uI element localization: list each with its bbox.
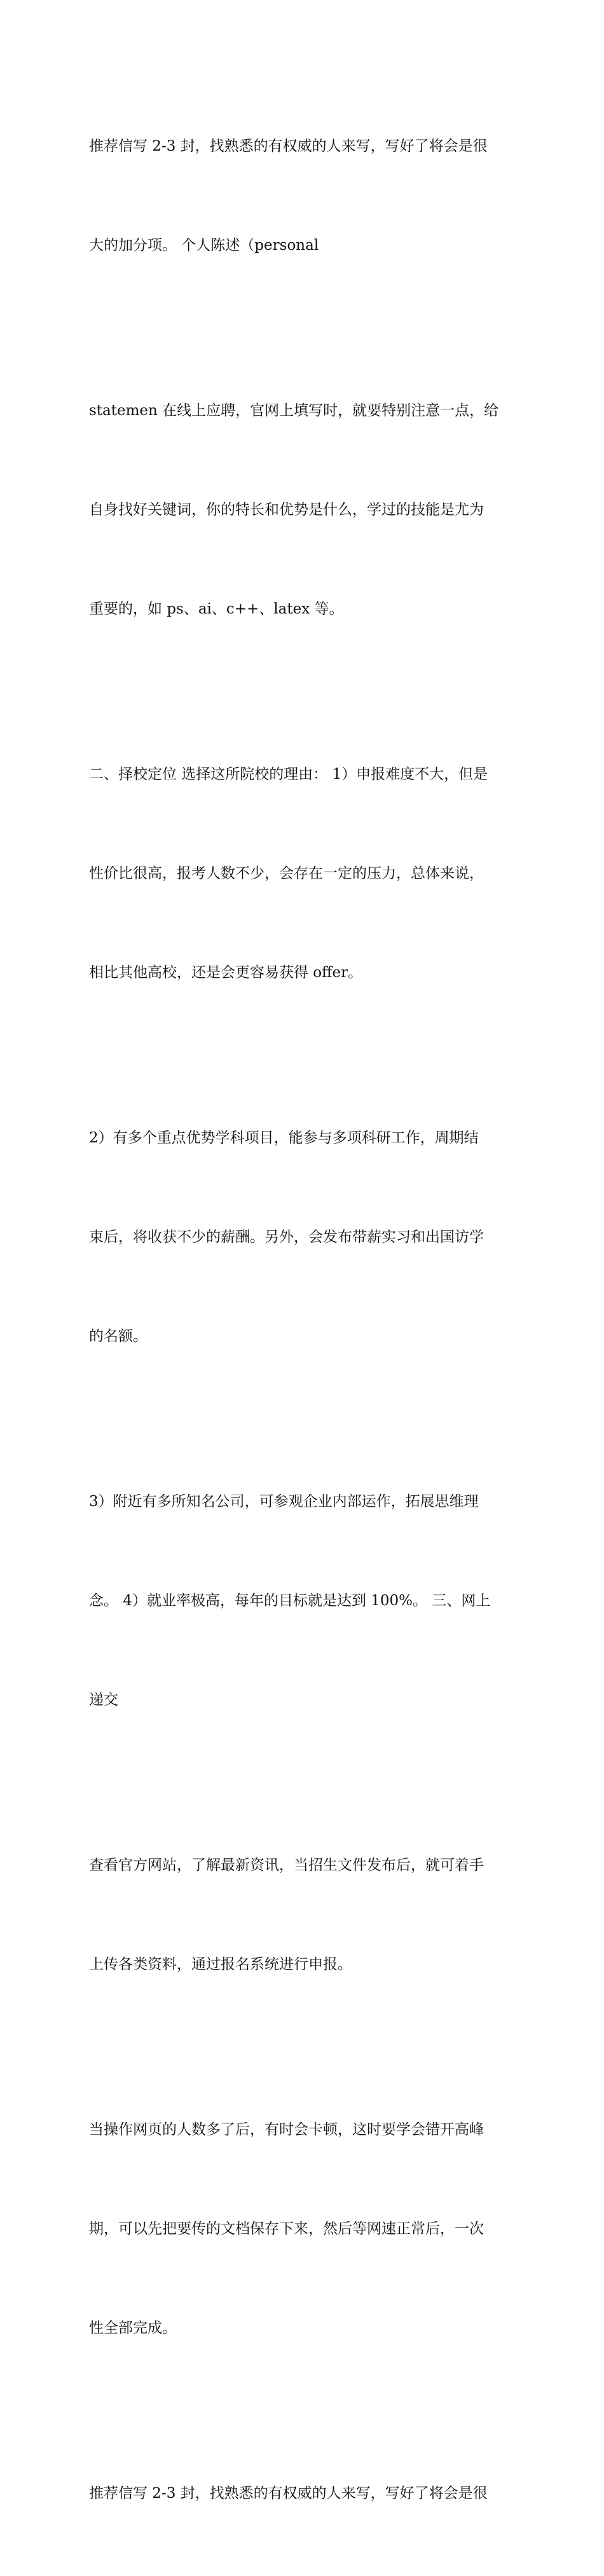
text-line: 递交 xyxy=(89,1692,118,1708)
text-line: 相比其他高校，还是会更容易获得 offer。 xyxy=(89,964,363,981)
text-line: 自身找好关键词，你的特长和优势是什么，学过的技能是尤为 xyxy=(89,502,484,518)
text-line: 性全部完成。 xyxy=(89,2320,177,2336)
paragraph-reason-2 xyxy=(89,1055,521,1419)
text-line: 2）有多个重点优势学科项目，能参与多项科研工作，周期结 xyxy=(89,1130,479,1146)
paragraph-personal-statement xyxy=(89,328,521,692)
text-line: 二、择校定位 选择这所院校的理由： 1）申报难度不大，但是 xyxy=(89,766,488,783)
text-line: 查看官方网站，了解最新资讯，当招生文件发布后，就可着手 xyxy=(89,1857,484,1874)
text-line: 束后，将收获不少的薪酬。另外，会发布带薪实习和出国访学 xyxy=(89,1229,484,1245)
paragraph-reason-3-4 xyxy=(89,1419,521,1783)
paragraph-recommendation-letter-repeat xyxy=(89,2411,521,2576)
text-line: 的名额。 xyxy=(89,1328,148,1345)
text-line: 念。 4）就业率极高，每年的目标就是达到 100%。 三、网上 xyxy=(89,1593,491,1609)
text-line: statemen 在线上应聘，官网上填写时，就要特别注意一点，给 xyxy=(89,402,499,419)
paragraph-peak-hours xyxy=(89,2047,521,2411)
paragraph-recommendation-letter xyxy=(89,64,521,328)
text-line: 重要的，如 ps、ai、c++、latex 等。 xyxy=(89,601,344,617)
text-line: 期，可以先把要传的文档保存下来，然后等网速正常后，一次 xyxy=(89,2221,484,2237)
text-line: 大的加分项。 个人陈述（personal xyxy=(89,237,319,254)
text-line: 推荐信写 2-3 封，找熟悉的有权威的人来写，写好了将会是很 xyxy=(89,2485,488,2502)
text-line: 性价比很高，报考人数不少，会存在一定的压力，总体来说， xyxy=(89,865,484,882)
paragraph-official-website xyxy=(89,1783,521,2047)
document-body xyxy=(89,64,521,2576)
text-line: 当操作网页的人数多了后，有时会卡顿，这时要学会错开高峰 xyxy=(89,2121,484,2138)
paragraph-school-positioning xyxy=(89,692,521,1055)
text-line: 推荐信写 2-3 封，找熟悉的有权威的人来写，写好了将会是很 xyxy=(89,138,488,154)
text-line: 上传各类资料，通过报名系统进行申报。 xyxy=(89,1956,352,1973)
text-line: 3）附近有多所知名公司，可参观企业内部运作，拓展思维理 xyxy=(89,1493,479,1510)
